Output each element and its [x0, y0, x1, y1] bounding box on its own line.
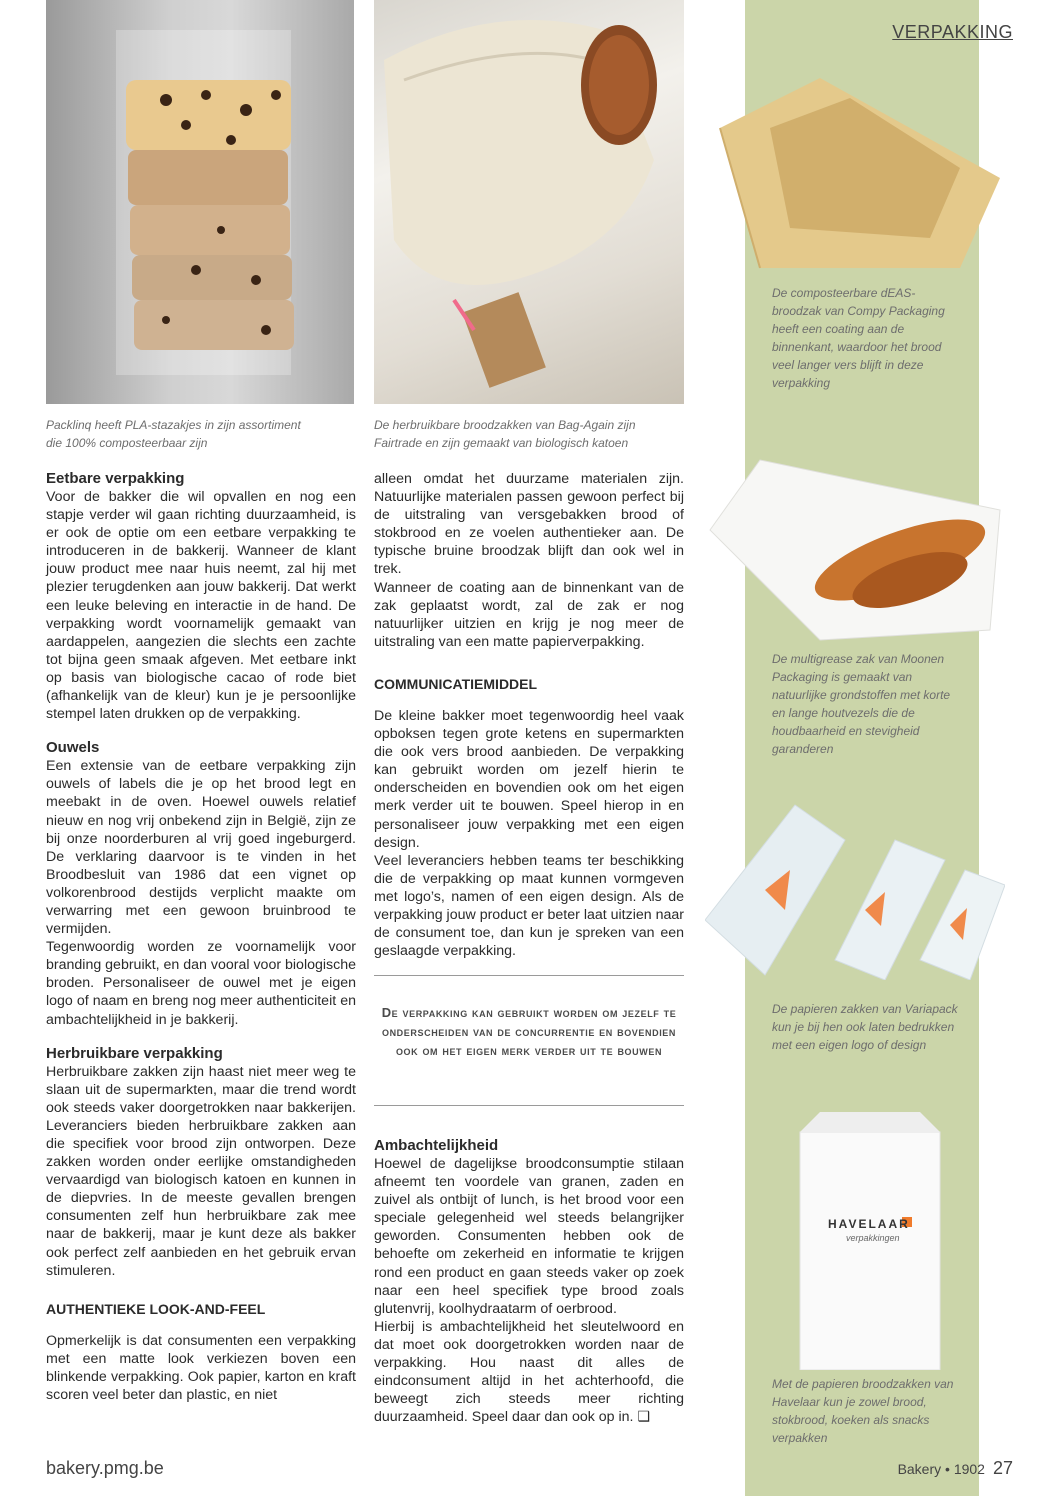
paragraph: Wanneer de coating aan de binnenkant van de zak geplaatst wordt, zal de zak er nog natuurlijker uitzien en krijg je nog meer de uitstraling van een matte papierverpakking.	[374, 579, 684, 650]
moonen-caption: De multigrease zak van Moonen Packaging is gemaakt van natuurlijke grondstoffen met korte en lange houtvezels die de houdbaarheid en stevigheid garanderen	[772, 652, 951, 756]
pull-quote: De verpakking kan gebruikt worden om jezelf te onderscheiden van de concurrentie en bovendien ook om het eigen merk verder uit te bouwen	[381, 1005, 677, 1058]
column-middle	[374, 470, 684, 960]
variapack-caption: De papieren zakken van Variapack kun je bij hen ook laten bedrukken met een eigen logo of design	[772, 1002, 958, 1052]
compy-caption: De composteerbare dEAS-broodzak van Compy Packaging heeft een coating aan de binnenkant, waardoor het brood veel langer vers blijft in deze verpakking	[772, 286, 945, 390]
compy-photo	[700, 68, 1010, 278]
paragraph: Voor de bakker die wil opvallen en nog een stapje verder wil gaan richting duurzaamheid, is er ook de optie om een eetbare verpakking te introduceren in de bakkerij. Wanneer de klant jouw product mee naar huis neemt, zal hij met plezier terugdenken aan jouw bakkerij. Dat werkt een leuke beleving en interactie in de hand. De verpakking wordt voornamelijk gemaakt van aardappelen, aangezien die slechts een zachte tot bijna geen smaak afgeven. Met eetbare inkt op basis van biologische cacao of rode biet (afhankelijk van de kleur) kun je je persoonlijke stempel laten drukken op de verpakking.	[46, 489, 356, 723]
bagagain-photo	[374, 0, 684, 404]
havelaar-caption: Met de papieren broodzakken van Havelaar kun je zowel brood, stokbrood, koeken als snacks verpakken	[772, 1377, 954, 1445]
packlinq-photo	[46, 0, 354, 404]
quote-rule-top	[374, 975, 684, 976]
section-label: VERPAKKING	[892, 22, 1013, 42]
quote-rule-bottom	[374, 1105, 684, 1106]
end-mark: ❑	[637, 1409, 651, 1426]
havelaar-logo-name: HAVELAAR	[828, 1217, 910, 1231]
heading-ouwels: Ouwels	[46, 739, 100, 757]
paragraph: Herbruikbare zakken zijn haast niet meer weg te slaan uit de supermarkten, maar die trend wordt ook steeds vaker doorgetrokken naar bakkerijen. Leveranciers bieden herbruikbare zakken aan die specifiek voor brood zijn ontworpen. Deze zakken worden onder eerlijke omstandigheden vervaardigd van biologisch katoen en kunnen in de diepvries. In de meeste gevallen brengen consumenten zelf hun herbruikbare zak mee naar de bakkerij, maar je kunt deze als bakker ook perfect zelf aanbieden en het gebruik ervan stimuleren.	[46, 1063, 356, 1279]
column-middle-lower	[374, 1137, 684, 1426]
footer-page-info	[898, 1458, 1013, 1479]
heading-ambachtelijkheid: Ambachtelijkheid	[374, 1137, 499, 1154]
magazine-issue: Bakery • 1902	[897, 1461, 985, 1477]
paragraph: alleen omdat het duurzame materialen zijn. Natuurlijke materialen passen gewoon perfect bij de uitstraling van versgebakken brood of stokbrood en ze voelen authentieker aan. De typische bruine broodzak blijft dan ook wel in trek.	[374, 471, 684, 578]
heading-eetbare-verpakking: Eetbare verpakking	[46, 470, 185, 487]
variapack-photo	[705, 800, 1005, 980]
paragraph-text: Hierbij is ambachtelijkheid het sleutelwoord en dat moet ook doorgetrokken worden naar de verpakking. Hou naast dit alles de eindconsument altijd in het achterhoofd, die beweegt zich steeds meer richting duurzaamheid. Speel daar dan ook op in.	[374, 1318, 684, 1426]
paragraph: Een extensie van de eetbare verpakking zijn ouwels of labels die je op het brood legt en meebakt in de oven. Hoewel ouwels relatief nieuw en nog vrij onbekend zijn in België, zijn ze bij onze noorderburen al vrij goed ingeburgerd. De verklaring daarvoor is te vinden in het Broodbesluit van 1986 dat een vignet op volkorenbrood destijds verplicht maakte om verwarring met een gewoon bruinbrood te vermijden.	[46, 758, 356, 938]
heading-herbruikbare-verpakking: Herbruikbare verpakking	[46, 1044, 223, 1062]
paragraph: Tegenwoordig worden ze voornamelijk voor branding gebruikt, en dan vooral voor biologische broden. Personaliseer de ouwel met je eigen logo of naam en breng nog meer authenticiteit en ambachtelijkheid in je bakkerij.	[46, 939, 356, 1028]
paragraph: Opmerkelijk is dat consumenten een verpakking met een matte look verkiezen boven een blinkende verpakking. Ook papier, karton en kraft scoren veel beter dan plastic, en niet	[46, 1332, 356, 1404]
havelaar-logo-sub: verpakkingen	[846, 1233, 900, 1243]
paragraph: Hoewel de dagelijkse broodconsumptie stilaan afneemt ten voordele van granen, zaden en zuivel als ontbijt of lunch, is het brood voor een speciale gelegenheid wel steeds belangrijker geworden. Consumenten hebben ook de behoefte om zekerheid en informatie te krijgen rond een product en gaan steeds vaker op zoek naar een heel specifiek type brood zoals glutenvrij, koolhydraatarm of oerbrood.	[374, 1156, 684, 1317]
packlinq-caption: Packlinq heeft PLA-stazakjes in zijn assortiment die 100% composteerbaar zijn	[46, 418, 301, 450]
paragraph: Veel leveranciers hebben teams ter beschikking die de verpakking op maat kunnen vormgeven met logo’s, namen of een eigen design. Als de verpakking jouw product er beter laat uitzien naar de consument toe, dan kun je spreken van een geslaagde verpakking.	[374, 852, 684, 960]
footer-website: bakery.pmg.be	[46, 1458, 164, 1478]
heading-authentieke-look: AUTHENTIEKE LOOK-AND-FEEL	[46, 1300, 266, 1317]
paragraph	[374, 1318, 684, 1427]
moonen-photo	[700, 450, 1010, 650]
page-number: 27	[992, 1458, 1013, 1478]
paragraph: De kleine bakker moet tegenwoordig heel vaak opboksen tegen grote ketens en supermarkten die ook vers brood aanbieden. De verpakking kan gebruikt worden om jezelf hierin te onderscheiden en bovendien ook om het eigen merk verder uit te bouwen. Speel hierop in en personaliseer jouw verpakking met een eigen design.	[374, 707, 684, 851]
column-left	[46, 470, 356, 1404]
heading-communicatiemiddel: COMMUNICATIEMIDDEL	[374, 675, 538, 692]
havelaar-photo	[790, 1112, 950, 1370]
bagagain-caption: De herbruikbare broodzakken van Bag-Again zijn Fairtrade en zijn gemaakt van biologisch katoen	[374, 418, 636, 450]
